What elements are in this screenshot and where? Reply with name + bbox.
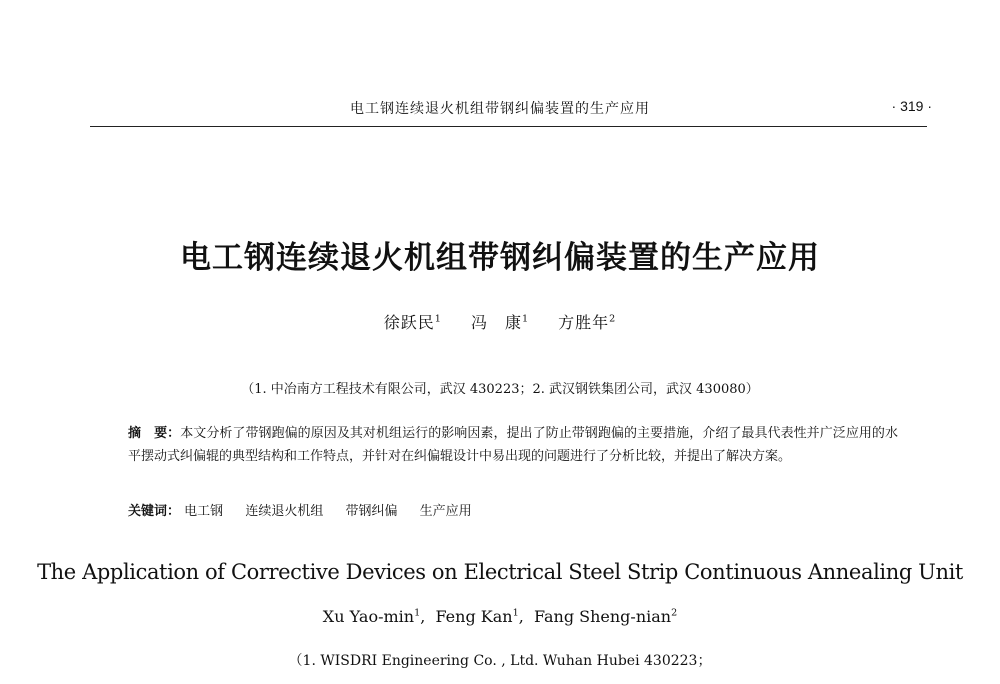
- author-en: [323, 607, 420, 626]
- affiliation-mark: 1: [434, 313, 442, 325]
- paper-title-cn: 电工钢连续退火机组带钢纠偏装置的生产应用: [180, 240, 820, 276]
- running-title: 电工钢连续退火机组带钢纠偏装置的生产应用: [350, 101, 650, 117]
- affiliation-mark: 1: [414, 607, 421, 619]
- paper-title-en: The Application of Corrective Devices on Electrical Steel Strip Continuous Annealing Unit: [37, 560, 963, 584]
- author-name: Xu Yao-min: [322, 607, 415, 626]
- keyword: 生产应用: [419, 504, 472, 519]
- abstract-text: 本文分析了带钢跑偏的原因及其对机组运行的影响因素，提出了防止带钢跑偏的主要措施，介绍了最具代表性并广泛应用的水平摆动式纠偏辊的典型结构和工作特点，并针对在纠偏辊设计中易出现的问题进行了分析比较，并提出了解决方案。: [128, 426, 898, 464]
- author-name: 徐跃民: [383, 313, 435, 332]
- author-cn: [384, 313, 442, 332]
- author-list-cn: [0, 310, 1000, 333]
- author-name: 方胜年: [558, 313, 610, 332]
- abstract-label: 摘 要：: [128, 426, 181, 441]
- author-name: Feng Kan: [435, 607, 513, 626]
- affiliation-en: （1. WISDRI Engineering Co. , Ltd. Wuhan Hubei 430223；: [288, 653, 712, 669]
- keyword: 电工钢: [184, 504, 224, 519]
- affiliation-mark: 2: [671, 607, 678, 619]
- header-rule: [90, 126, 927, 127]
- abstract-cn: [128, 422, 898, 468]
- author-en: [534, 607, 677, 626]
- keywords-cn: [128, 500, 898, 519]
- author-name: Fang Sheng-nian: [533, 607, 672, 626]
- author-cn: [558, 313, 616, 332]
- affiliation-cn: （1. 中冶南方工程技术有限公司，武汉 430223；2. 武汉钢铁集团公司，武汉 430080）: [241, 382, 759, 397]
- author-en: [435, 607, 518, 626]
- author-list-en: Xu Yao-$\min^1$, Feng Kan$^1$, Fang Sheng-nian$^2$: [322, 607, 678, 626]
- affiliation-mark: 1: [521, 313, 530, 325]
- affiliation-mark: 2: [609, 313, 617, 325]
- page-number: · 319 ·: [891, 98, 932, 114]
- keywords-label: 关键词：: [128, 504, 181, 519]
- affiliation-mark: 1: [512, 607, 519, 619]
- keyword: 带钢纠偏: [345, 504, 398, 519]
- author-cn: [471, 313, 529, 332]
- keyword: 连续退火机组: [245, 504, 324, 519]
- author-name: 冯 康: [470, 313, 522, 332]
